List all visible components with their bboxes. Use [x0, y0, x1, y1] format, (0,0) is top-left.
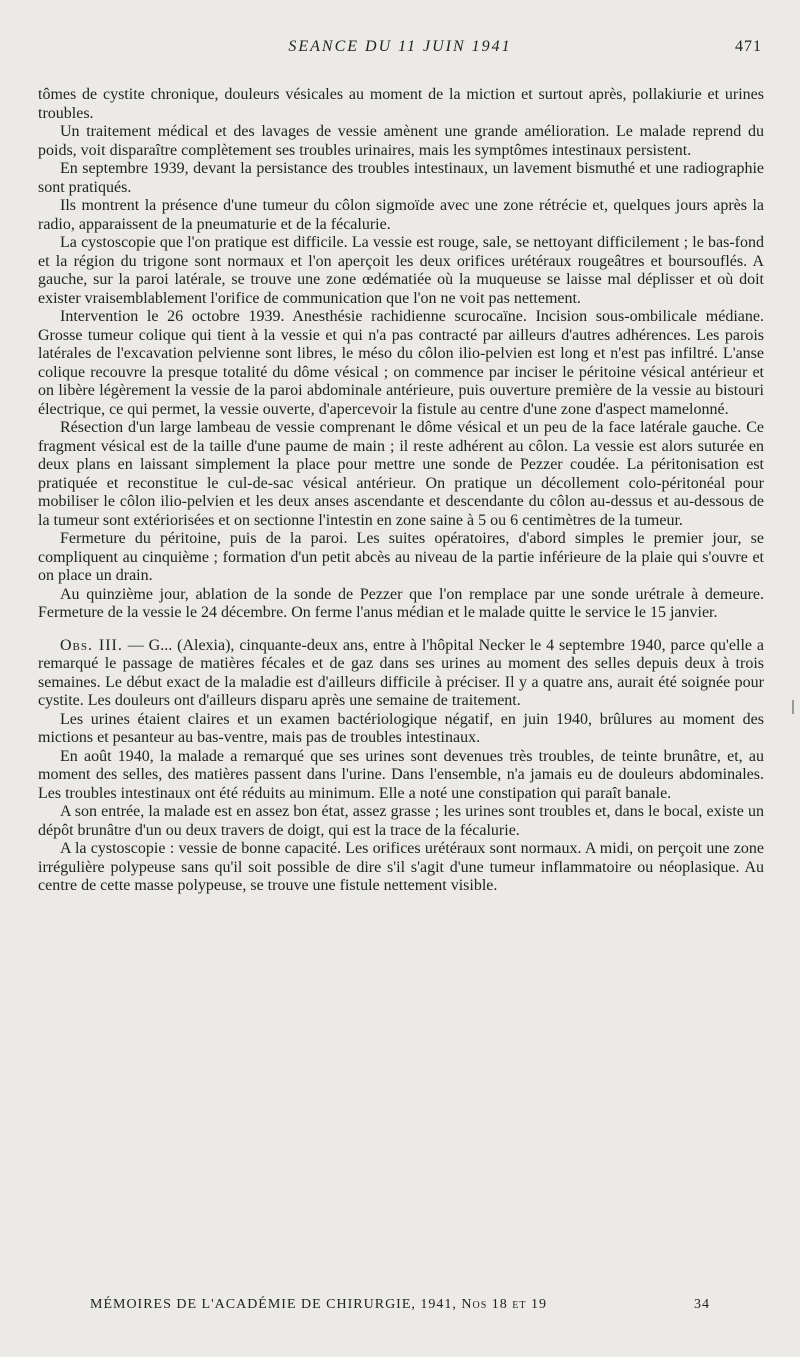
- paragraph: La cystoscopie que l'on pratique est difficile. La vessie est rouge, sale, se nettoyant difficilement ; le bas-fond et la région du trigone sont normaux et l'on aperçoit les deux orifices urétéraux rougeâtres et boursouflés. A gauche, sur la paroi latérale, se trouve une zone œdématiée où la muqueuse se laisse mal déplisser et où doit exister vraisemblablement l'orifice de communication que l'on ne voit pas nettement.: [38, 234, 764, 307]
- paragraph: Ils montrent la présence d'une tumeur du côlon sigmoïde avec une zone rétrécie et, quelques jours après la radio, apparaissent de la pneumaturie et de la fécalurie.: [38, 197, 764, 233]
- paragraph: tômes de cystite chronique, douleurs vésicales au moment de la miction et surtout après, pollakiurie et urines troubles.: [38, 86, 764, 122]
- observation-intro-text: — G... (Alexia), cinquante-deux ans, entre à l'hôpital Necker le 4 septembre 1940, parce qu'elle a remarqué le passage de matières fécales et de gaz dans ses urines au moment des selles depuis deux à trois semaines. Le début exact de la maladie est d'ailleurs difficile à préciser. Il y a quatre ans, aurait été soignée pour cystite. Les douleurs ont d'ailleurs disparu après une semaine de traitement.: [38, 636, 764, 709]
- paragraph: Résection d'un large lambeau de vessie comprenant le dôme vésical et un peu de la face latérale gauche. Ce fragment vésical est de la taille d'une paume de main ; il reste adhérent au côlon. La vessie est alors suturée en deux plans en laissant simplement la place pour mettre une sonde de Pezzer coudée. La péritonisation est pratiquée et reconstitue le cul-de-sac vésical antérieur. On pratique un décollement colo-péritonéal pour mobiliser le côlon ilio-pelvien et les deux anses ascendante et descendante du côlon au-dessus et au-dessous de la tumeur sont extériorisées et on sectionne l'intestin en zone saine à 5 ou 6 centimètres de la tumeur.: [38, 419, 764, 529]
- paragraph: A la cystoscopie : vessie de bonne capacité. Les orifices urétéraux sont normaux. A midi, on perçoit une zone irrégulière polypeuse sans qu'il soit possible de dire s'il s'agit d'une tumeur inflammatoire ou néoplasique. Au centre de cette masse polypeuse, se trouve une fistule nettement visible.: [38, 840, 764, 894]
- observation-intro: [38, 637, 764, 711]
- observation-label: Obs. III.: [60, 636, 123, 654]
- page-header: [38, 38, 762, 62]
- section-gap: [38, 623, 764, 637]
- paragraph: Un traitement médical et des lavages de vessie amènent une grande amélioration. Le malade reprend du poids, voit disparaître complètement ses troubles urinaires, mais les symptômes intestinaux persistent.: [38, 123, 764, 159]
- journal-reference: MÉMOIRES DE L'ACADÉMIE DE CHIRURGIE, 1941, Nos 18 et 19: [90, 1297, 548, 1312]
- margin-mark: [792, 700, 794, 714]
- paragraph: Les urines étaient claires et un examen bactériologique négatif, en juin 1940, brûlures au moment des mictions et pesanteur au bas-ventre, mais pas de troubles intestinaux.: [38, 710, 764, 746]
- paragraph: En août 1940, la malade a remarqué que ses urines sont devenues très troubles, de teinte brunâtre, et, au moment des selles, des matières passent dans l'urine. Dans l'ensemble, n'a jamais eu de douleurs abdominales. Les troubles intestinaux ont été réduits au minimum. Elle a noté une constipation qui paraît banale.: [38, 747, 764, 802]
- sheet-number: 34: [694, 1297, 710, 1312]
- running-title: SEANCE DU 11 JUIN 1941: [288, 38, 512, 55]
- paragraph: A son entrée, la malade est en assez bon état, assez grasse ; les urines sont troubles et, dans le bocal, existe un dépôt brunâtre d'un ou deux travers de doigt, qui est la trace de la fécalurie.: [38, 803, 764, 839]
- paragraph: Au quinzième jour, ablation de la sonde de Pezzer que l'on remplace par une sonde urétrale à demeure. Fermeture de la vessie le 24 décembre. On ferme l'anus médian et le malade quitte le service le 15 janvier.: [38, 585, 764, 621]
- paragraph: En septembre 1939, devant la persistance des troubles intestinaux, un lavement bismuthé et une radiographie sont pratiqués.: [38, 160, 764, 196]
- body-text: [38, 86, 764, 896]
- paragraph: Intervention le 26 octobre 1939. Anesthésie rachidienne scurocaïne. Incision sous-ombilicale médiane. Grosse tumeur colique qui tient à la vessie et qui n'a pas contracté par ailleurs d'autres adhérences. Les parois latérales de l'excavation pelvienne sont libres, le méso du côlon ilio-pelvien est long et n'est pas infiltré. L'anse colique recouvre la presque totalité du dôme vésical ; on commence par inciser le péritoine vésical antérieur et on libère légèrement la vessie de la paroi abdominale antérieure, puis ouverture première de la vessie au bistouri électrique, ce qui permet, la vessie ouverte, d'apercevoir la fistule au centre d'une zone d'aspect mamelonné.: [38, 308, 764, 418]
- page-footer: [90, 1297, 710, 1319]
- page-number: 471: [735, 38, 762, 55]
- paragraph: Fermeture du péritoine, puis de la paroi. Les suites opératoires, d'abord simples le premier jour, se compliquent au cinquième ; formation d'un petit abcès au niveau de la partie inférieure de la plaie qui s'ouvre et on place un drain.: [38, 530, 764, 584]
